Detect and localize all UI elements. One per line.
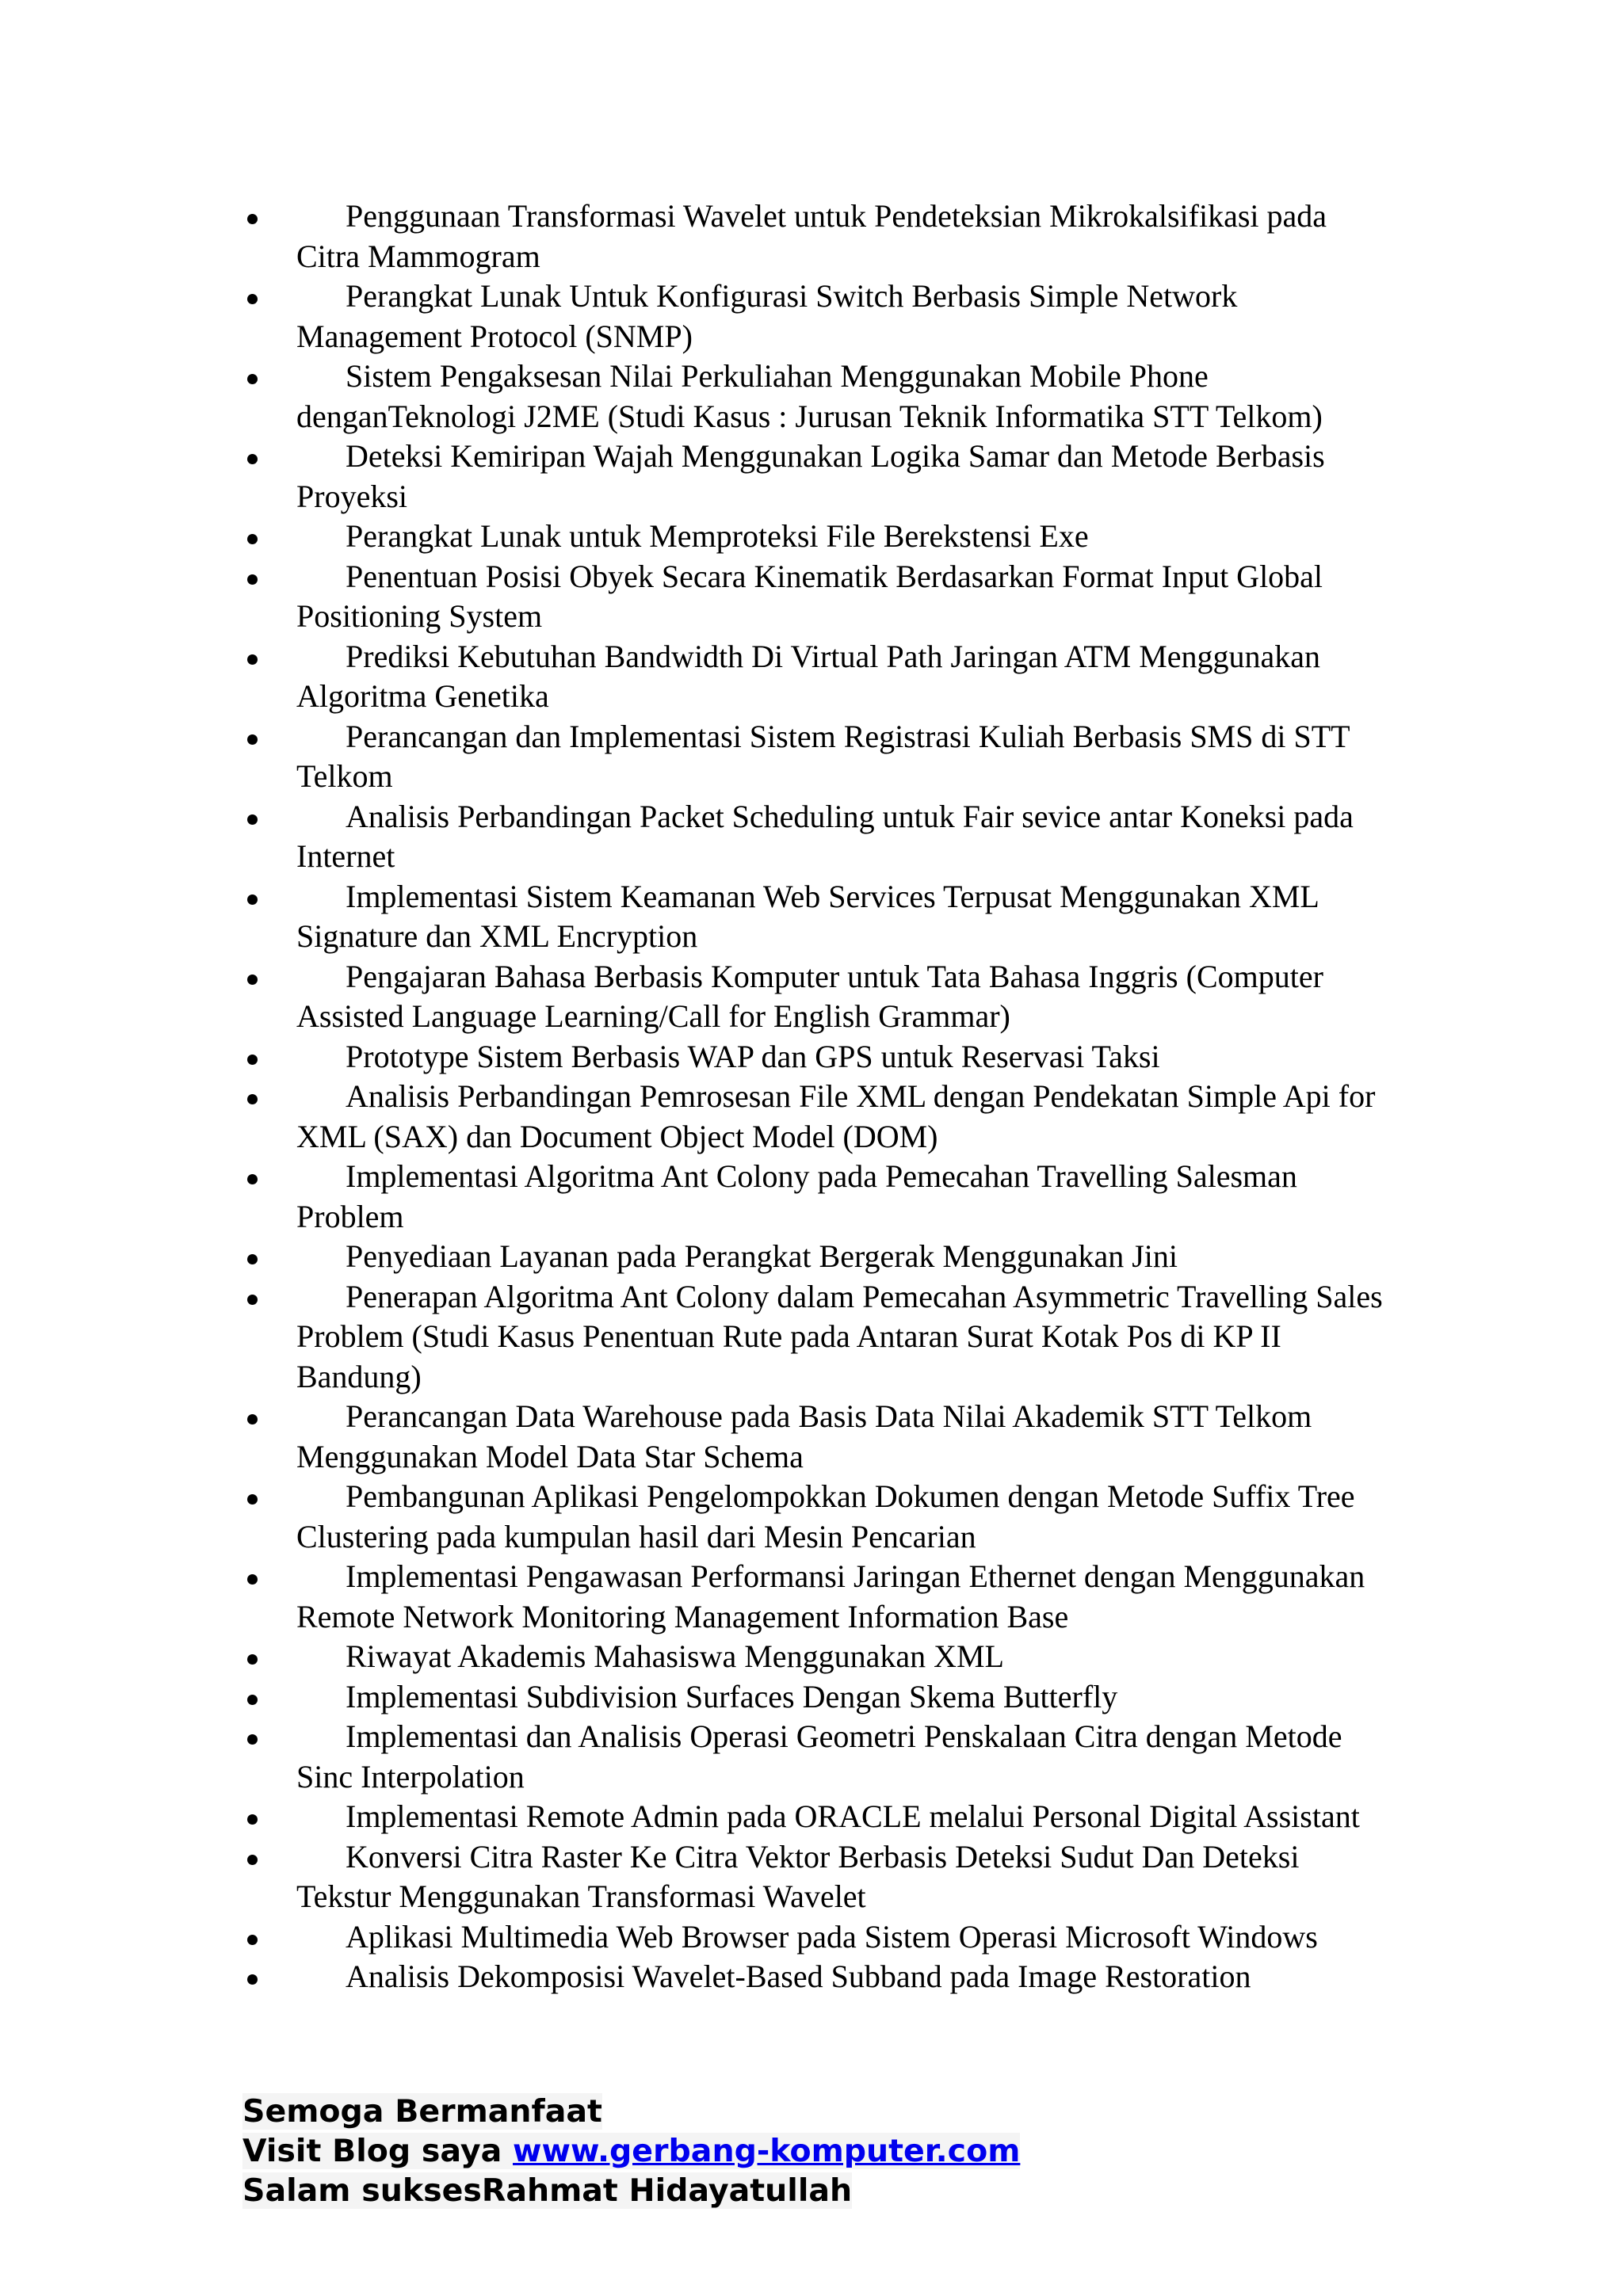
closing-text: Semoga Bermanfaat (242, 2093, 602, 2130)
list-item-text: Implementasi Algoritma Ant Colony pada Pemecahan Travelling Salesman Problem (296, 1158, 1297, 1234)
list-item-text: Analisis Dekomposisi Wavelet-Based Subband pada Image Restoration (346, 1958, 1251, 1994)
list-item (238, 637, 1395, 717)
author-name: Rahmat Hidayatullah (481, 2172, 853, 2209)
bullet-icon (247, 1254, 258, 1264)
list-item-text: Penyediaan Layanan pada Perangkat Bergerak Menggunakan Jini (346, 1238, 1178, 1274)
bullet-icon (247, 1295, 258, 1305)
list-item (238, 1797, 1395, 1837)
list-item-text: Pembangunan Aplikasi Pengelompokkan Dokumen dengan Metode Suffix Tree Clustering pada kumpulan hasil dari Mesin Pencarian (296, 1478, 1355, 1554)
bullet-icon (247, 734, 258, 745)
list-item-text: Implementasi Remote Admin pada ORACLE melalui Personal Digital Assistant (346, 1798, 1360, 1834)
bullet-icon (247, 974, 258, 985)
list-item-text: Implementasi Pengawasan Performansi Jaringan Ethernet dengan Menggunakan Remote Network Monitoring Management Information Base (296, 1558, 1365, 1634)
list-item (238, 517, 1395, 557)
list-item-text: Implementasi dan Analisis Operasi Geometri Penskalaan Citra dengan Metode Sinc Interpolation (296, 1718, 1342, 1794)
list-item (238, 717, 1395, 797)
bullet-icon (247, 814, 258, 825)
list-item-text: Analisis Perbandingan Pemrosesan File XML dengan Pendekatan Simple Api for XML (SAX) dan Document Object Model (DOM) (296, 1078, 1376, 1154)
list-item-text: Analisis Perbandingan Packet Scheduling untuk Fair sevice antar Koneksi pada Internet (296, 798, 1354, 874)
bullet-icon (247, 1494, 258, 1505)
blog-link[interactable]: www.gerbang-komputer.com (513, 2133, 1021, 2169)
bullet-icon (247, 1414, 258, 1425)
bullet-icon (247, 1695, 258, 1705)
bullet-icon (247, 1734, 258, 1745)
bullet-icon (247, 1855, 258, 1865)
list-item-text: Implementasi Subdivision Surfaces Dengan Skema Butterfly (346, 1678, 1118, 1714)
bullet-icon (247, 294, 258, 304)
list-item (238, 1397, 1395, 1477)
list-item (238, 1237, 1395, 1277)
footer-signature (242, 2092, 1020, 2210)
visit-blog-text: Visit Blog saya (242, 2133, 514, 2169)
bullet-icon (247, 1935, 258, 1945)
list-item (238, 1037, 1395, 1077)
list-item-text: Perancangan dan Implementasi Sistem Registrasi Kuliah Berbasis SMS di STT Telkom (296, 718, 1350, 794)
list-item (238, 1557, 1395, 1637)
list-item-text: Konversi Citra Raster Ke Citra Vektor Berbasis Deteksi Sudut Dan Deteksi Tekstur Menggunakan Transformasi Wavelet (296, 1838, 1300, 1914)
list-item (238, 1477, 1395, 1557)
bullet-icon (247, 1974, 258, 1985)
bullet-icon (247, 1574, 258, 1585)
salam-line (242, 2171, 1020, 2210)
list-item (238, 1077, 1395, 1157)
list-item (238, 1157, 1395, 1237)
bullet-icon (247, 1094, 258, 1104)
list-item-text: Perangkat Lunak untuk Memproteksi File Berekstensi Exe (346, 518, 1089, 554)
list-item-text: Penentuan Posisi Obyek Secara Kinematik Berdasarkan Format Input Global Positioning System (296, 558, 1323, 634)
list-item (238, 1837, 1395, 1917)
list-item (238, 1957, 1395, 1997)
list-item (238, 557, 1395, 637)
list-item (238, 277, 1395, 357)
list-item-text: Prediksi Kebutuhan Bandwidth Di Virtual Path Jaringan ATM Menggunakan Algoritma Genetika (296, 638, 1321, 714)
bullet-icon (247, 1654, 258, 1665)
list-item (238, 196, 1395, 277)
list-item (238, 1917, 1395, 1958)
list-item-text: Deteksi Kemiripan Wajah Menggunakan Logika Samar dan Metode Berbasis Proyeksi (296, 438, 1325, 514)
list-item (238, 1637, 1395, 1677)
bullet-icon (247, 1814, 258, 1825)
topic-list (238, 196, 1395, 1997)
list-item-text: Riwayat Akademis Mahasiswa Menggunakan XML (346, 1638, 1004, 1674)
list-item (238, 877, 1395, 957)
list-item-text: Penerapan Algoritma Ant Colony dalam Pemecahan Asymmetric Travelling Sales Problem (Studi Kasus Penentuan Rute pada Antaran Surat Kotak Pos di KP II Bandung) (296, 1278, 1383, 1394)
list-item (238, 357, 1395, 437)
list-item-text: Sistem Pengaksesan Nilai Perkuliahan Menggunakan Mobile Phone denganTeknologi J2ME (Studi Kasus : Jurusan Teknik Informatika STT Telkom) (296, 358, 1323, 434)
list-item (238, 1677, 1395, 1718)
list-item-text: Aplikasi Multimedia Web Browser pada Sistem Operasi Microsoft Windows (346, 1918, 1318, 1955)
list-item (238, 1717, 1395, 1797)
salam-text: Salam sukses (242, 2172, 482, 2209)
list-item (238, 957, 1395, 1037)
bullet-icon (247, 654, 258, 665)
list-item (238, 437, 1395, 517)
visit-blog-line (242, 2131, 1020, 2171)
bullet-icon (247, 374, 258, 384)
bullet-icon (247, 1174, 258, 1184)
list-item (238, 1277, 1395, 1398)
bullet-icon (247, 454, 258, 464)
list-item-text: Implementasi Sistem Keamanan Web Services Terpusat Menggunakan XML Signature dan XML Encryption (296, 878, 1319, 954)
list-item (238, 797, 1395, 877)
list-item-text: Prototype Sistem Berbasis WAP dan GPS untuk Reservasi Taksi (346, 1038, 1160, 1074)
bullet-icon (247, 1055, 258, 1065)
bullet-icon (247, 574, 258, 585)
bullet-icon (247, 534, 258, 544)
list-item-text: Penggunaan Transformasi Wavelet untuk Pendeteksian Mikrokalsifikasi pada Citra Mammogram (296, 198, 1327, 274)
list-item-text: Perangkat Lunak Untuk Konfigurasi Switch Berbasis Simple Network Management Protocol (SNMP) (296, 278, 1238, 354)
list-item-text: Perancangan Data Warehouse pada Basis Data Nilai Akademik STT Telkom Menggunakan Model Data Star Schema (296, 1398, 1312, 1474)
closing-line (242, 2092, 1020, 2131)
bullet-icon (247, 894, 258, 905)
bullet-icon (247, 214, 258, 224)
list-item-text: Pengajaran Bahasa Berbasis Komputer untuk Tata Bahasa Inggris (Computer Assisted Language Learning/Call for English Grammar) (296, 958, 1323, 1034)
